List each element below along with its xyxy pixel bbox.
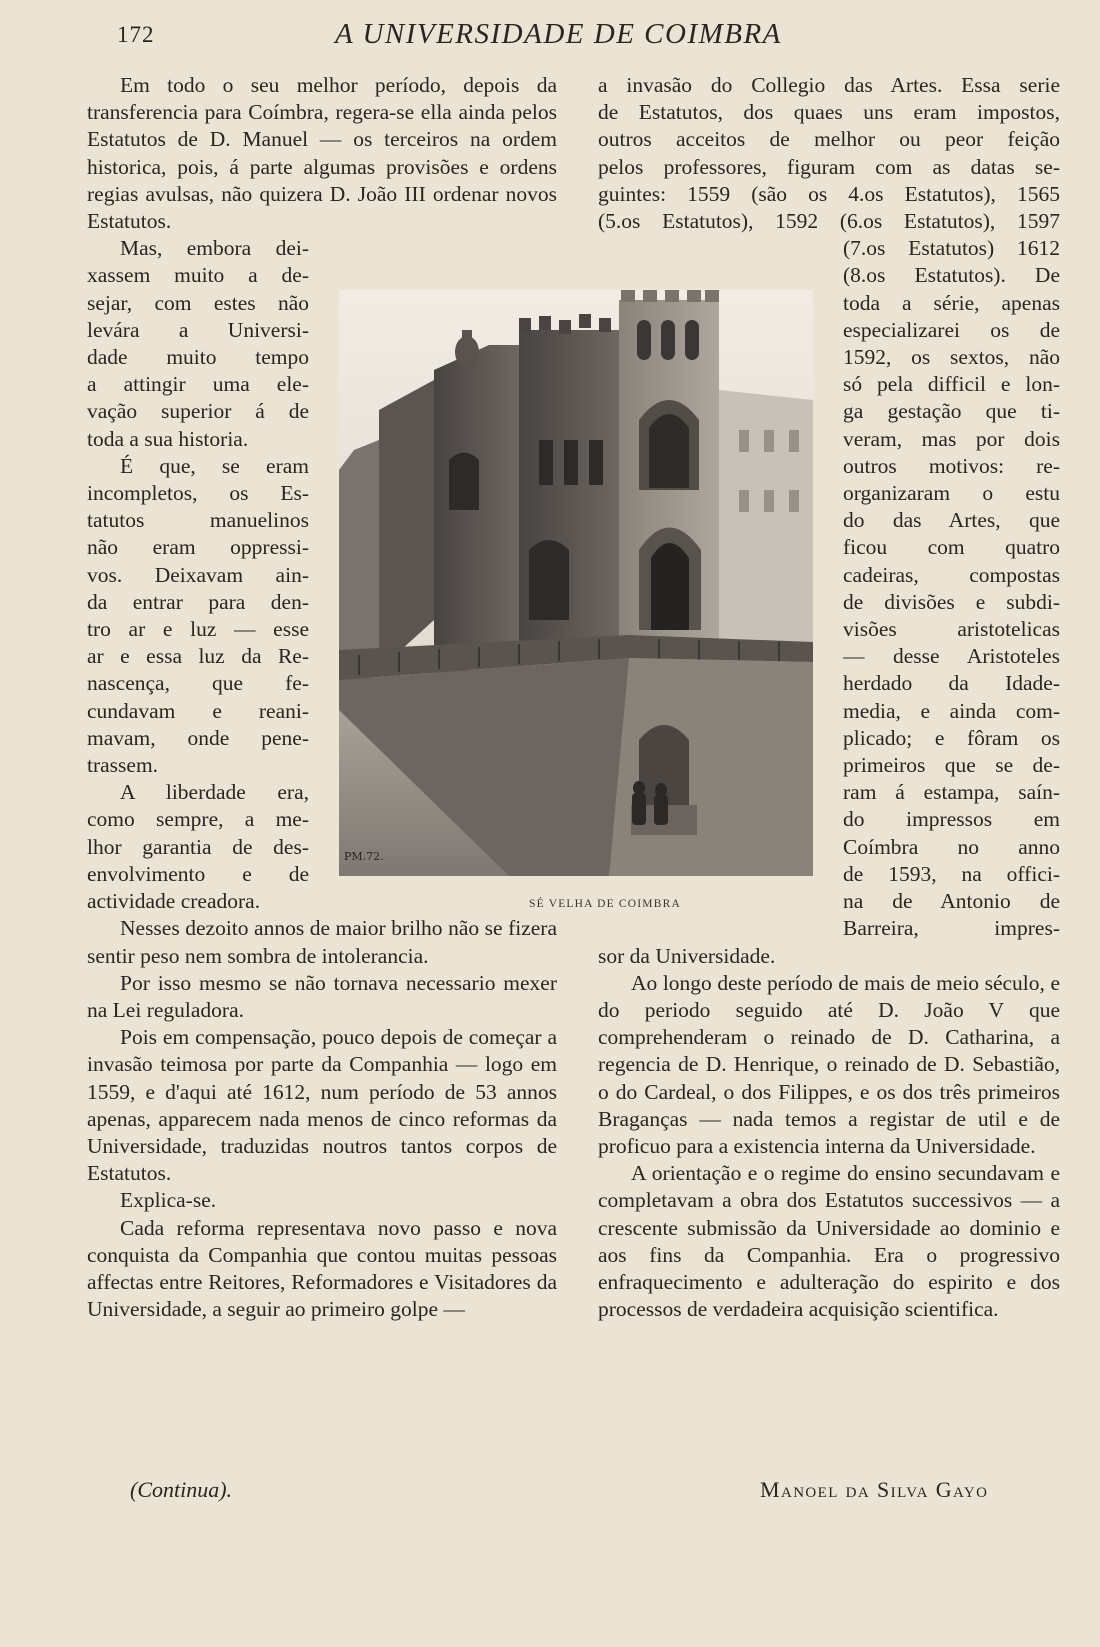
text-line: não eram oppressi- [87, 535, 309, 560]
paragraph: Pois em compensação, pouco depois de começar a invasão teimosa por parte da Companhia — logo em 1559, e d'aqui até 1612, num período de 53 annos apenas, apparecem nada menos de cinco reformas da Universidade, traduzidas noutros tantos corpos de Estatutos. [87, 1025, 557, 1186]
text-line: (8.os Estatutos). De [843, 263, 1060, 288]
text-line: lhor garantia de des- [87, 834, 309, 859]
paragraph: A orientação e o regime do ensino secundavam e completavam a obra dos Estatutos successivos — a crescente submissão da Universidade ao dominio e aos fins da Companhia. Era o progressivo enfraquecimento e adulteração do espirito e dos processos de verdadeira acquisição scientifica. [598, 1161, 1060, 1322]
text-line: do das Artes, que [843, 508, 1060, 533]
paragraph: Ao longo deste período de mais de meio século, e do periodo seguido até D. João V que comprehenderam o reinado de D. Catharina, a regencia de D. Henrique, o reinado de D. Sebastião, o do Cardeal, o dos Filippes, e os dos três primeiros Braganças — nada temos a registar de util e de proficuo para a existencia interna da Universidade. [598, 970, 1060, 1158]
text-line: plicado; e fôram os [843, 725, 1060, 750]
text-line: tatutos manuelinos [87, 508, 309, 533]
text-line: cundavam e reani- [87, 698, 309, 723]
text-line: vos. Deixavam ain- [87, 562, 309, 587]
text-line: da entrar para den- [87, 589, 309, 614]
paragraph: sor da Universidade. [598, 943, 776, 968]
text-line: actividade creadora. [87, 889, 261, 914]
text-line: ram á estampa, saín- [843, 780, 1060, 805]
text-line: como sempre, a me- [87, 807, 309, 832]
engraver-mark: PM.72. [344, 850, 384, 863]
text-line: incompletos, os Es- [87, 481, 309, 506]
paragraph-wrapped [87, 235, 309, 915]
text-line: Coímbra no anno [843, 834, 1060, 859]
text-line: A liberdade era, [120, 780, 309, 805]
text-line: a attingir uma ele- [87, 372, 309, 397]
paragraph: Nesses dezoito annos de maior brilho não se fizera sentir peso nem sombra de intolerancia. [87, 916, 557, 968]
text-line: sejar, com estes não [87, 290, 309, 315]
text-line: Mas, embora dei- [120, 236, 309, 261]
text-line: visões aristotelicas [843, 617, 1060, 642]
paragraph: Em todo o seu melhor período, depois da transferencia para Coímbra, regera-se ella ainda pelos Estatutos de D. Manuel — os terceiros na ordem historica, pois, á parte algumas provisões e ordens regias avulsas, não quizera D. João III ordenar novos Estatutos. [87, 73, 557, 234]
text-line: de Estatutos, dos quaes uns eram impostos, [598, 100, 1060, 125]
continua-note: (Continua). [130, 1477, 233, 1502]
paragraph: Por isso mesmo se não tornava necessario mexer na Lei reguladora. [87, 970, 557, 1022]
author-signature: Manoel da Silva Gayo [760, 1477, 989, 1502]
paragraph-wrapped [843, 235, 1060, 942]
text-line: tro ar e luz — esse [87, 617, 309, 642]
text-line: ar e essa luz da Re- [87, 644, 309, 669]
text-line: (5.os Estatutos), 1592 (6.os Estatutos), 1597 [598, 209, 1060, 234]
running-title: A UNIVERSIDADE DE COIMBRA [335, 18, 782, 50]
text-line: nascença, que fe- [87, 671, 309, 696]
text-line: veram, mas por dois [843, 426, 1060, 451]
text-line: 1592, os sextos, não [843, 345, 1060, 370]
text-line: levára a Universi- [87, 317, 309, 342]
text-line: organizaram o estu [843, 481, 1060, 506]
text-line: de 1593, na offici- [843, 861, 1060, 886]
text-line: É que, se eram [120, 453, 309, 478]
text-line: trassem. [87, 753, 159, 778]
text-line: (7.os Estatutos) 1612 [843, 236, 1060, 261]
text-line: herdado da Idade- [843, 671, 1060, 696]
text-line: toda a sua historia. [87, 426, 249, 451]
text-line: na de Antonio de [843, 889, 1060, 914]
text-line: xassem muito a de- [87, 263, 309, 288]
text-line: Barreira, impres- [843, 916, 1060, 941]
text-line: outros acceitos de melhor ou peor feição [598, 127, 1060, 152]
running-header [115, 16, 815, 56]
text-line: mavam, onde pene- [87, 725, 309, 750]
text-line: ga gestação que ti- [843, 399, 1060, 424]
text-line: dade muito tempo [87, 345, 309, 370]
text-line: especializarei os de [843, 317, 1060, 342]
text-line: primeiros que se de- [843, 753, 1060, 778]
text-line: envolvimento e de [87, 861, 309, 886]
text-line: do impressos em [843, 807, 1060, 832]
text-line: toda a série, apenas [843, 290, 1060, 315]
text-line: pelos professores, figuram com as datas se- [598, 154, 1060, 179]
cathedral-engraving [339, 290, 813, 876]
figure-caption: SÉ VELHA DE COIMBRA [529, 898, 681, 910]
text-line: outros motivos: re- [843, 453, 1060, 478]
text-line: guintes: 1559 (são os 4.os Estatutos), 1565 [598, 181, 1060, 206]
text-line: media, e ainda com- [843, 698, 1060, 723]
paragraph: Cada reforma representava novo passo e nova conquista da Companhia que contou muitas pessoas affectas entre Reitores, Reformadores e Visitadores da Universidade, a seguir ao primeiro golpe — [87, 1215, 557, 1322]
page-number: 172 [117, 22, 155, 47]
paragraph: Explica-se. [120, 1188, 217, 1213]
text-line: a invasão do Collegio das Artes. Essa serie [598, 73, 1060, 97]
text-line: ficou com quatro [843, 535, 1060, 560]
text-line: só pela difficil e lon- [843, 372, 1060, 397]
text-line: — desse Aristoteles [843, 644, 1060, 669]
text-line: vação superior á de [87, 399, 309, 424]
text-line: de divisões e subdi- [843, 589, 1060, 614]
text-line: cadeiras, compostas [843, 562, 1060, 587]
